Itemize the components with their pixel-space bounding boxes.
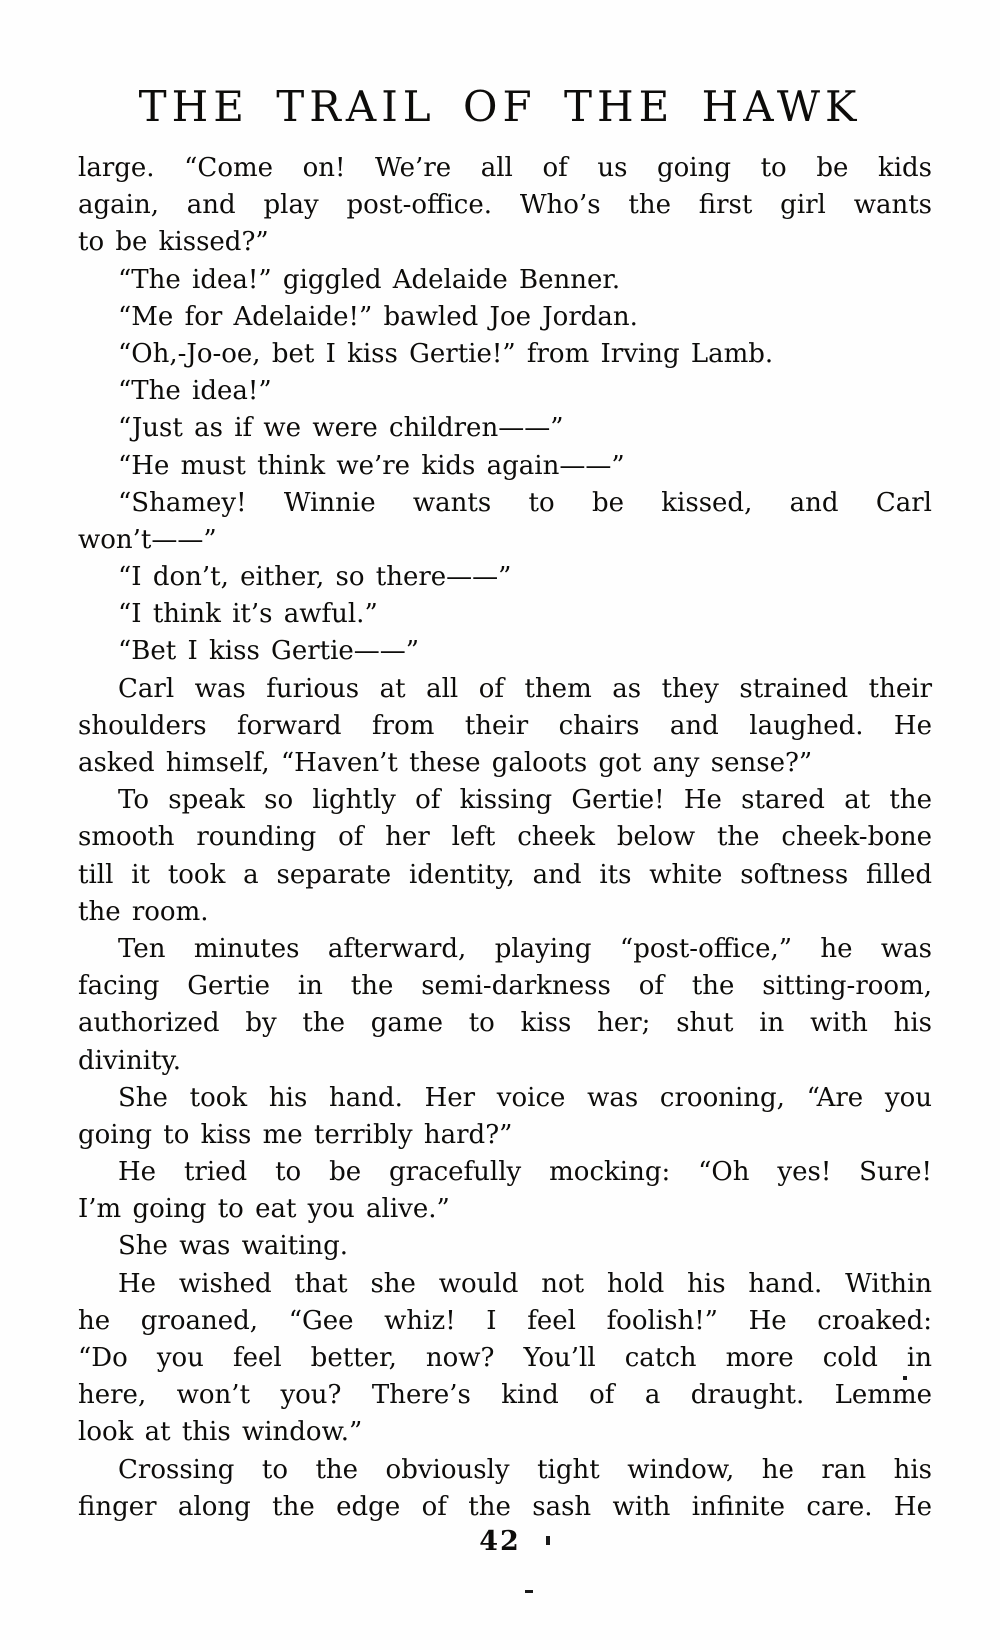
text-line: “Just as if we were children——”	[118, 413, 564, 444]
text-line: Ten minutes afterward, playing “post-office,” he was	[118, 933, 932, 964]
text-line: To speak so lightly of kissing Gertie! He stared at the	[118, 785, 932, 816]
text-line: to be kissed?”	[78, 227, 269, 258]
text-line: She was waiting.	[118, 1231, 349, 1262]
scan-speck	[903, 1376, 907, 1380]
text-line: large. “Come on! We’re all of us going to be kids	[78, 153, 932, 183]
text-line: “The idea!” giggled Adelaide Benner.	[118, 264, 621, 295]
text-line: again, and play post-office. Who’s the first girl wants	[78, 190, 932, 221]
running-head-title: THE TRAIL OF THE HAWK	[138, 82, 862, 131]
body-text	[78, 150, 932, 1526]
text-line: won’t——”	[78, 524, 217, 555]
text-line: finger along the edge of the sash with infinite care. He	[78, 1491, 932, 1522]
text-line: “The idea!”	[118, 376, 272, 407]
text-line: “He must think we’re kids again——”	[118, 450, 625, 481]
text-line: going to kiss me terribly hard?”	[78, 1119, 513, 1150]
text-line: “Bet I kiss Gertie——”	[118, 636, 420, 667]
text-line: the room.	[78, 896, 209, 927]
text-line: facing Gertie in the semi-darkness of the sitting-room,	[78, 971, 932, 1002]
text-line: smooth rounding of her left cheek below the cheek-bone	[78, 822, 932, 853]
text-line: I’m going to eat you alive.”	[78, 1194, 450, 1225]
text-line: “Shamey! Winnie wants to be kissed, and Carl	[118, 487, 932, 518]
text-line: shoulders forward from their chairs and laughed. He	[78, 710, 932, 741]
text-line: Crossing to the obviously tight window, he ran his	[118, 1454, 932, 1485]
text-line: “I think it’s awful.”	[118, 599, 378, 630]
text-line: She took his hand. Her voice was crooning, “Are you	[118, 1082, 932, 1113]
scan-speck	[525, 1590, 533, 1593]
text-line: Carl was furious at all of them as they strained their	[118, 673, 932, 704]
text-line: till it took a separate identity, and its white softness filled	[78, 859, 932, 890]
page-number: 42	[479, 1526, 521, 1557]
text-line: authorized by the game to kiss her; shut in with his	[78, 1008, 932, 1039]
text-line: “Me for Adelaide!” bawled Joe Jordan.	[118, 301, 638, 332]
text-line: “Do you feel better, now? You’ll catch more cold in	[78, 1343, 932, 1373]
text-line: he groaned, “Gee whiz! I feel foolish!” He croaked:	[78, 1305, 932, 1336]
text-line: divinity.	[78, 1045, 181, 1076]
text-line: here, won’t you? There’s kind of a draught. Lemme	[78, 1380, 932, 1411]
scan-speck	[546, 1536, 550, 1545]
text-line: He tried to be gracefully mocking: “Oh yes! Sure!	[118, 1157, 932, 1188]
text-line: asked himself, “Haven’t these galoots got any sense?”	[78, 748, 813, 778]
text-line: “Oh,-Jo-oe, bet I kiss Gertie!” from Irving Lamb.	[118, 338, 774, 369]
text-line: look at this window.”	[78, 1417, 363, 1448]
text-line: He wished that she would not hold his hand. Within	[118, 1268, 932, 1299]
text-line: “I don’t, either, so there——”	[118, 562, 512, 593]
